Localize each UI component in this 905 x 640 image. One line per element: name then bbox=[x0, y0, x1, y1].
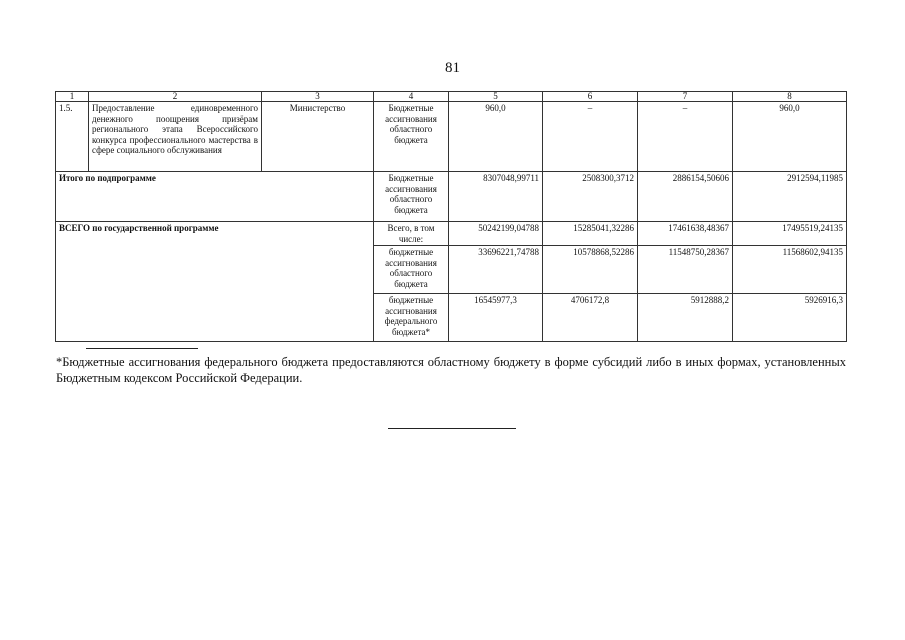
value-cell: – bbox=[543, 102, 638, 172]
budget-table bbox=[55, 91, 847, 342]
value-cell: 17461638,48367 bbox=[638, 222, 733, 246]
value-cell: 15285041,32286 bbox=[543, 222, 638, 246]
value-cell: 2508300,3712 bbox=[543, 172, 638, 222]
funding-source: Всего, в том числе: bbox=[374, 222, 449, 246]
value-cell: 33696221,74788 bbox=[449, 246, 543, 294]
value-cell: 960,0 bbox=[733, 102, 847, 172]
header-cell: 6 bbox=[543, 92, 638, 102]
table-row bbox=[56, 102, 847, 172]
subtotal-row bbox=[56, 172, 847, 222]
header-cell: 8 bbox=[733, 92, 847, 102]
page-number: 81 bbox=[445, 60, 460, 76]
header-cell: 4 bbox=[374, 92, 449, 102]
header-cell: 2 bbox=[89, 92, 262, 102]
value-cell: 2912594,11985 bbox=[733, 172, 847, 222]
header-cell: 5 bbox=[449, 92, 543, 102]
end-rule bbox=[388, 428, 516, 429]
footnote-separator bbox=[86, 348, 198, 349]
executor: Министерство bbox=[262, 102, 374, 172]
total-row bbox=[56, 222, 847, 246]
value-cell: 16545977,3 bbox=[449, 294, 543, 342]
value-cell: 11568602,94135 bbox=[733, 246, 847, 294]
header-cell: 7 bbox=[638, 92, 733, 102]
subtotal-label: Итого по подпрограмме bbox=[56, 172, 374, 222]
value-cell: 10578868,52286 bbox=[543, 246, 638, 294]
total-label: ВСЕГО по государственной программе bbox=[56, 222, 374, 342]
funding-source: бюджетные ассигнования областного бюджета bbox=[374, 246, 449, 294]
activity-name: Предоставление единовременного денежного поощрения призёрам регионального этапа Всероссийского конкурса профессионального мастерства в сфере социального обслуживания bbox=[89, 102, 262, 172]
value-cell: 8307048,99711 bbox=[449, 172, 543, 222]
header-cell: 1 bbox=[56, 92, 89, 102]
value-cell: 11548750,28367 bbox=[638, 246, 733, 294]
table-header-row bbox=[56, 92, 847, 102]
header-cell: 3 bbox=[262, 92, 374, 102]
funding-source: Бюджетные ассигнования областного бюджета bbox=[374, 172, 449, 222]
value-cell: 5912888,2 bbox=[638, 294, 733, 342]
funding-source: Бюджетные ассигнования областного бюджета bbox=[374, 102, 449, 172]
footnote: *Бюджетные ассигнования федерального бюджета предоставляются областному бюджету в форме субсидий либо в иных формах, установленных Бюджетным кодексом Российской Федерации. bbox=[56, 355, 846, 385]
value-cell: – bbox=[638, 102, 733, 172]
value-cell: 50242199,04788 bbox=[449, 222, 543, 246]
funding-source: бюджетные ассигнования федерального бюджета* bbox=[374, 294, 449, 342]
value-cell: 960,0 bbox=[449, 102, 543, 172]
value-cell: 4706172,8 bbox=[543, 294, 638, 342]
value-cell: 2886154,50606 bbox=[638, 172, 733, 222]
value-cell: 5926916,3 bbox=[733, 294, 847, 342]
value-cell: 17495519,24135 bbox=[733, 222, 847, 246]
row-number: 1.5. bbox=[56, 102, 89, 172]
